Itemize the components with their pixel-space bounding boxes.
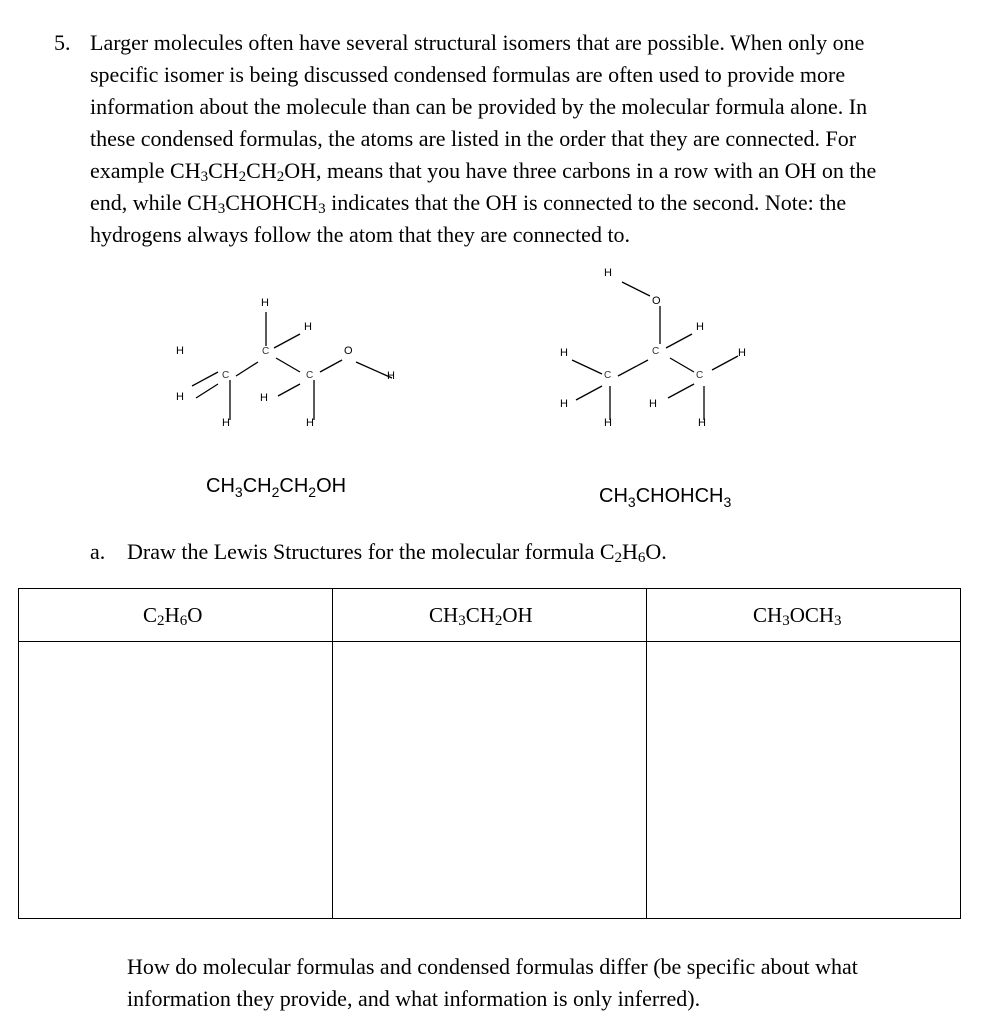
part-b-line: information they provide, and what information is only inferred). xyxy=(127,986,701,1011)
atom-h: H xyxy=(560,398,568,410)
part-a-label: a. xyxy=(90,539,106,564)
atom-h: H xyxy=(738,347,746,359)
atom-o: O xyxy=(652,295,661,307)
atom-h: H xyxy=(261,297,269,309)
atom-h: H xyxy=(560,347,568,359)
condensed-formula-2: $CH_3CHOHCH_3$ xyxy=(599,485,732,510)
atom-o: O xyxy=(344,345,353,357)
atom-h: H xyxy=(222,417,230,429)
lewis-structure-table xyxy=(18,588,961,919)
atom-h: H xyxy=(304,321,312,333)
atom-h: H xyxy=(696,321,704,333)
question-line: Larger molecules often have several structural isomers that are possible. When only one xyxy=(90,30,865,55)
atom-c: C xyxy=(652,346,660,357)
question-line-example: end, while $CH_3CHOHCH_3$ indicates that the OH is connected to the second. Note: the xyxy=(90,190,847,217)
atom-h: H xyxy=(176,391,184,403)
atom-h: H xyxy=(698,417,706,429)
question-text xyxy=(90,27,970,251)
molecule-2-isopropanol xyxy=(560,267,746,429)
question-line: specific isomer is being discussed condensed formulas are often used to provide more xyxy=(90,62,846,87)
table-header-row xyxy=(19,589,961,642)
condensed-formula-1: $CH_3CH_2CH_2OH$ xyxy=(206,475,347,500)
table-answer-row xyxy=(19,642,961,919)
atom-h: H xyxy=(176,345,184,357)
question-line: these condensed formulas, the atoms are listed in the order that they are connected. For xyxy=(90,126,857,151)
question-line: information about the molecule than can be provided by the molecular formula alone. In xyxy=(90,94,868,119)
question-line: hydrogens always follow the atom that they are connected to. xyxy=(90,222,631,247)
header-c2h6o: $C_2H_6O$ xyxy=(19,589,333,642)
answer-cell-ch3och3[interactable] xyxy=(647,642,961,919)
header-ch3ch2oh: $CH_3CH_2OH$ xyxy=(333,589,647,642)
molecule-1-propanol xyxy=(176,297,395,429)
part-b-question xyxy=(127,951,967,1015)
answer-cell-ch3ch2oh[interactable] xyxy=(333,642,647,919)
atom-h: H xyxy=(604,267,612,279)
question-number: 5. xyxy=(54,30,71,55)
atom-c: C xyxy=(696,370,704,381)
answer-cell-c2h6o[interactable] xyxy=(19,642,333,919)
part-b-line: How do molecular formulas and condensed formulas differ (be specific about what xyxy=(127,954,858,979)
structure-diagram xyxy=(0,250,984,530)
atom-c: C xyxy=(306,370,314,381)
header-ch3och3: $CH_3OCH_3$ xyxy=(647,589,961,642)
atom-h: H xyxy=(260,392,268,404)
atom-h: H xyxy=(649,398,657,410)
atom-c: C xyxy=(262,346,270,357)
atom-h: H xyxy=(604,417,612,429)
question-line-example: example $CH_3CH_2CH_2OH$, means that you have three carbons in a row with an OH on the xyxy=(90,158,877,185)
part-a-prompt: a. Draw the Lewis Structures for the molecular formula $C_2H_6O$. xyxy=(90,536,667,568)
atom-c: C xyxy=(222,370,230,381)
atom-c: C xyxy=(604,370,612,381)
atom-h: H xyxy=(387,370,395,382)
atom-h: H xyxy=(306,417,314,429)
